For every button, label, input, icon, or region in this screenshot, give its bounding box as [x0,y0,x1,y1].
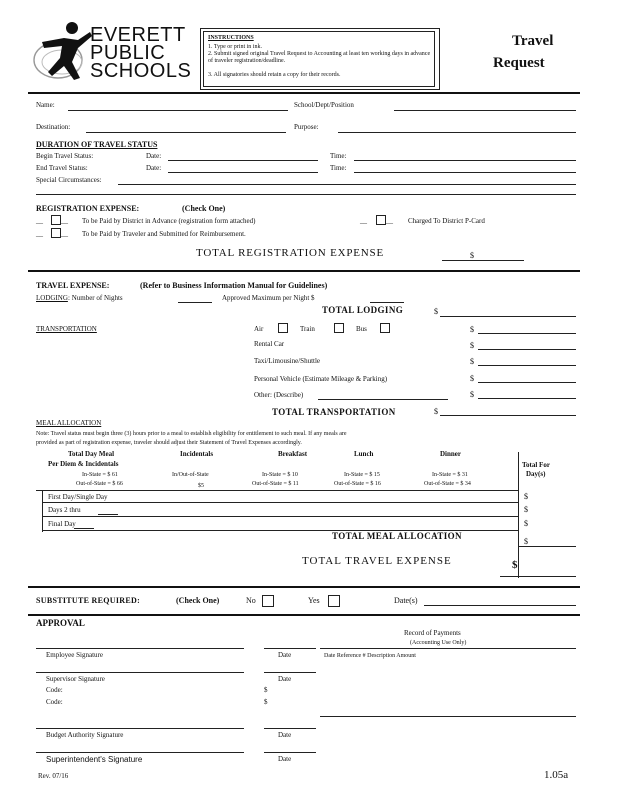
days-thru-field[interactable] [98,514,118,515]
code-label-1: Code: [46,686,63,694]
record-of-payments-sub: (Accounting Use Only) [410,640,467,646]
reg-opt1-label: To be Paid by District in Advance (registration form attached) [82,217,256,225]
total-transportation-dollar: $ [434,407,438,416]
col-days: Day(s) [526,470,546,478]
personal-label: Personal Vehicle (Estimate Mileage & Parking) [254,375,388,383]
meal-table-right-border [518,452,519,578]
total-transportation-label: TOTAL TRANSPORTATION [272,407,396,417]
budget-signature-label: Budget Authority Signature [46,731,124,739]
meal-title: MEAL ALLOCATION [36,419,102,427]
per-diem-out-state: Out-of-State = $ 66 [76,481,123,487]
reg-opt3-label: To be Paid by Traveler and Submitted for Reimbursement. [82,230,246,238]
meal-row-1-dollar: $ [524,492,528,501]
record-bottom-line [320,716,576,717]
budget-date-label: Date [278,731,292,739]
col-per-diem: Per Diem & Incidentals [48,460,119,468]
air-label: Air [254,325,264,333]
begin-date-label: Date: [146,152,162,160]
lodging-label: LODGING [36,294,68,302]
reg-opt2-checkbox[interactable] [376,215,386,225]
taxi-label: Taxi/Limousine/Shuttle [254,357,321,365]
incidentals-value: $5 [198,483,204,489]
col-breakfast: Breakfast [278,450,308,458]
end-time-field[interactable] [354,172,576,173]
col-dinner: Dinner [440,450,461,458]
per-diem-in-state: In-State = $ 61 [82,472,118,478]
record-columns: Date Reference # Description Amount [324,653,416,659]
meal-note-line-2: provided as part of registration expense, traveler should adjust their Statement of Travel Expenses accordingly. [36,440,302,446]
train-label: Train [300,325,315,333]
meal-row-2-line [42,516,518,517]
bus-checkbox[interactable] [380,323,390,333]
instructions-item-3: 3. All signatories should retain a copy for their records. [208,72,341,78]
begin-label: Begin Travel Status: [36,152,94,160]
registration-total-field[interactable] [442,260,524,261]
nights-field[interactable] [178,302,212,303]
employee-signature-label: Employee Signature [46,651,103,659]
registration-total-dollar: $ [470,251,474,260]
begin-date-field[interactable] [168,160,318,161]
destination-field[interactable] [86,132,286,133]
travel-refer: (Refer to Business Information Manual for Guidelines) [140,281,328,290]
reg-opt1-checkbox[interactable] [51,215,61,225]
substitute-yes-checkbox[interactable] [328,595,340,607]
form-title-line-1: Travel [512,33,554,49]
personal-dollar: $ [470,374,474,383]
logo-line-2: PUBLIC [90,42,166,64]
approval-title: APPROVAL [36,618,85,628]
special-field[interactable] [118,184,576,185]
rental-dollar: $ [470,341,474,350]
total-lodging-field[interactable] [440,316,576,317]
incidentals-in-out: In/Out-of-State [172,472,209,478]
bus-label: Bus [356,325,367,333]
section-divider-1 [28,270,580,272]
rental-amount-field[interactable] [478,349,576,350]
logo-line-3: SCHOOLS [90,60,192,82]
begin-time-field[interactable] [354,160,576,161]
total-meal-dollar: $ [524,537,528,546]
substitute-yes-label: Yes [308,596,320,605]
record-top-line [320,648,576,649]
dinner-in-state: In-State = $ 31 [432,472,468,478]
travel-title: TRAVEL EXPENSE: [36,281,110,290]
budget-signature-field[interactable] [36,728,244,729]
code-dollar-1: $ [264,686,268,694]
nights-label: : Number of Nights [68,294,123,302]
meal-row-1-line [42,502,518,503]
meal-row-2-dollar: $ [524,505,528,514]
supervisor-date-field[interactable] [264,672,316,673]
col-total-for: Total For [522,461,550,469]
purpose-field[interactable] [338,132,576,133]
taxi-amount-field[interactable] [478,365,576,366]
total-meal-field[interactable] [518,546,576,547]
meal-row-first-day: First Day/Single Day [48,493,108,501]
section-divider-3 [28,614,580,616]
substitute-label: SUBSTITUTE REQUIRED: [36,596,141,605]
supervisor-signature-label: Supervisor Signature [46,675,105,683]
total-travel-label: TOTAL TRAVEL EXPENSE [302,555,452,567]
instructions-title: INSTRUCTIONS [208,35,254,41]
final-day-field[interactable] [74,528,94,529]
other-label: Other: (Describe) [254,391,304,399]
substitute-no-label: No [246,596,256,605]
school-label: School/Dept/Position [294,101,354,109]
employee-signature-field[interactable] [36,648,244,649]
other-describe-field[interactable] [318,399,448,400]
air-dollar: $ [470,325,474,334]
logo-line-1: EVERETT [90,24,186,46]
other-dollar: $ [470,390,474,399]
dinner-out-state: Out-of-State = $ 34 [424,481,471,487]
total-lodging-dollar: $ [434,307,438,316]
purpose-label: Purpose: [294,123,319,131]
reg-opt1-blank: __ [36,217,43,225]
superintendent-date-label: Date [278,755,292,763]
other-amount-field[interactable] [478,398,576,399]
personal-amount-field[interactable] [478,382,576,383]
instructions-item-1: 1. Type or print in ink. [208,44,262,50]
form-number: 1.05a [544,769,569,781]
reg-opt2-blank-2: __ [386,217,393,225]
lunch-out-state: Out-of-State = $ 16 [334,481,381,487]
reg-opt1-blank-2: __ [61,217,68,225]
meal-table-left-border [42,490,43,532]
approved-max-field[interactable] [370,302,404,303]
revision-label: Rev. 07/16 [38,772,69,780]
end-time-label: Time: [330,164,347,172]
name-label: Name: [36,101,55,109]
breakfast-out-state: Out-of-State = $ 11 [252,481,299,487]
total-meal-label: TOTAL MEAL ALLOCATION [332,531,462,541]
substitute-no-checkbox[interactable] [262,595,274,607]
reg-opt2-label: Charged To District P-Card [408,217,485,225]
col-lunch: Lunch [354,450,374,458]
transportation-title: TRANSPORTATION [36,325,97,333]
logo-figure-icon [28,18,98,84]
school-field[interactable] [394,110,576,111]
name-field[interactable] [68,110,288,111]
supervisor-signature-field[interactable] [36,672,244,673]
air-checkbox[interactable] [278,323,288,333]
approved-max-label: Approved Maximum per Night $ [222,294,315,302]
reg-opt3-blank-2: __ [61,230,68,238]
destination-label: Destination: [36,123,71,131]
reg-opt3-checkbox[interactable] [51,228,61,238]
total-transportation-field[interactable] [440,415,576,416]
instructions-item-2: 2. Submit signed original Travel Request to Accounting at least ten working days in advance of traveler registration/deadline. [208,51,431,64]
train-checkbox[interactable] [334,323,344,333]
total-travel-field[interactable] [500,576,576,577]
col-incidentals: Incidentals [180,450,214,458]
registration-title: REGISTRATION EXPENSE: [36,204,140,213]
substitute-dates-label: Date(s) [394,596,418,605]
end-date-label: Date: [146,164,162,172]
budget-date-field[interactable] [264,728,316,729]
employee-date-label: Date [278,651,292,659]
record-of-payments: Record of Payments [404,629,461,637]
total-lodging-label: TOTAL LODGING [322,305,404,315]
meal-row-days-2-thru: Days 2 thru [48,506,81,514]
begin-time-label: Time: [330,152,347,160]
superintendent-signature-label: Superintendent's Signature [46,755,143,764]
air-amount-field[interactable] [478,333,576,334]
code-label-2: Code: [46,698,63,706]
special-label: Special Circumstances: [36,176,102,184]
duration-title: DURATION OF TRAVEL STATUS [36,140,158,149]
substitute-check: (Check One) [176,596,220,605]
supervisor-date-label: Date [278,675,292,683]
header-divider [28,92,580,94]
meal-note-line-1: Note: Travel status must begin three (3) hours prior to a meal to establish eligibility for entitlement to such meal. If any meals are [36,431,347,437]
registration-total-label: TOTAL REGISTRATION EXPENSE [196,247,384,259]
section-divider-2 [28,586,580,588]
end-label: End Travel Status: [36,164,88,172]
end-date-field[interactable] [168,172,318,173]
registration-check: (Check One) [182,204,226,213]
breakfast-in-state: In-State = $ 10 [262,472,298,478]
lunch-in-state: In-State = $ 15 [344,472,380,478]
meal-row-final-day: Final Day [48,520,76,528]
substitute-dates-field[interactable] [424,605,576,606]
reg-opt3-blank: __ [36,230,43,238]
rental-label: Rental Car [254,340,285,348]
superintendent-date-field[interactable] [264,752,316,753]
special-field-2[interactable] [36,194,576,195]
form-title-line-2: Request [493,55,545,71]
total-travel-dollar: $ [512,559,518,571]
code-dollar-2: $ [264,698,268,706]
instructions-box [200,28,440,90]
superintendent-signature-field[interactable] [36,752,244,753]
employee-date-field[interactable] [264,648,316,649]
reg-opt2-blank: __ [360,217,367,225]
taxi-dollar: $ [470,357,474,366]
meal-row-3-dollar: $ [524,519,528,528]
meal-table-header-line [36,490,518,491]
col-total-day-meal: Total Day Meal [68,450,115,458]
